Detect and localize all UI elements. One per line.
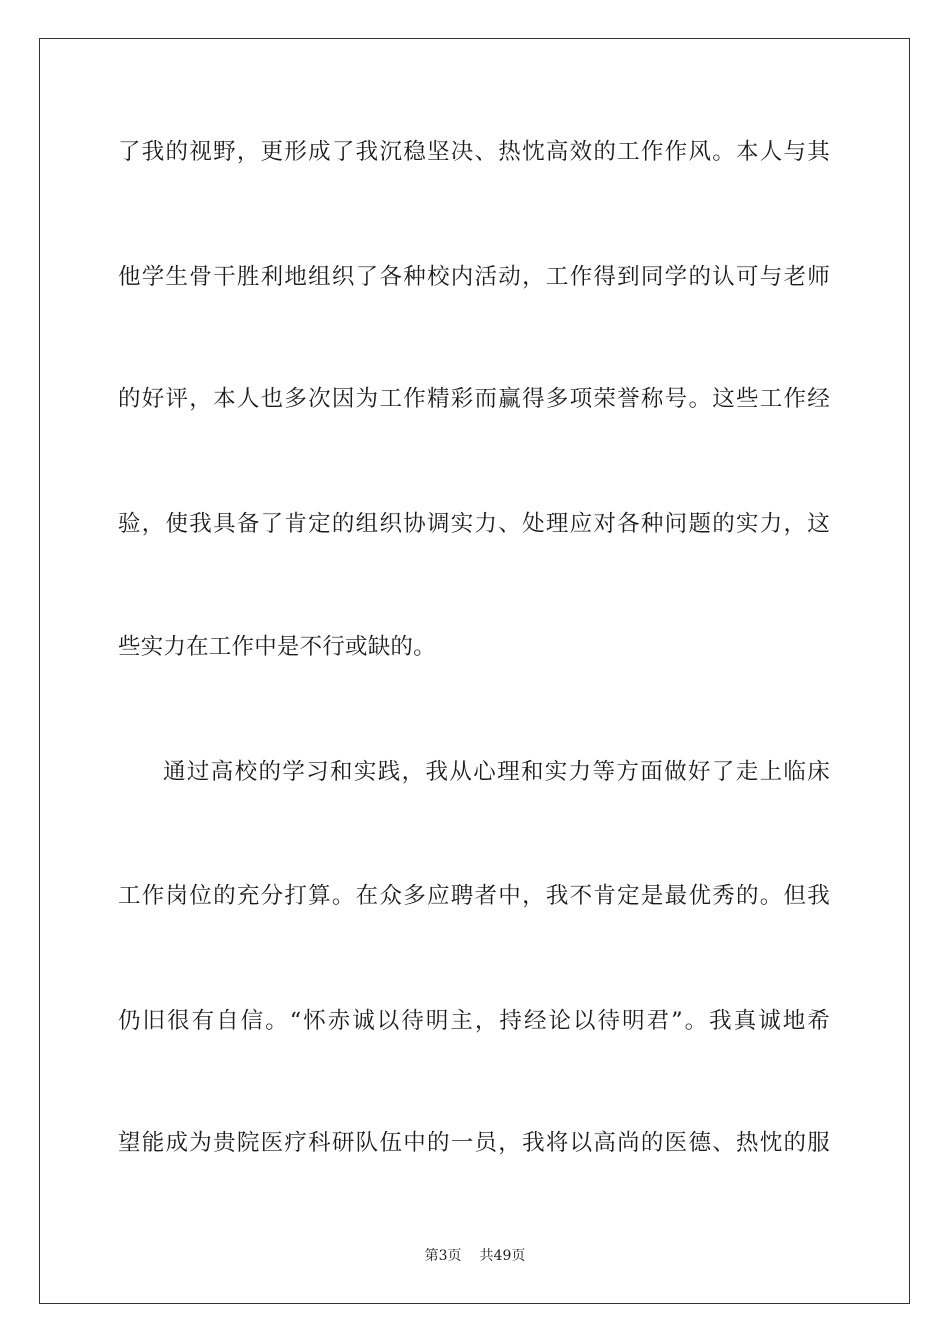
text-line-9: 望能成为贵院医疗科研队伍中的一员，我将以高尚的医德、热忱的服 xyxy=(118,1130,830,1156)
page-number: 第3页 xyxy=(424,1248,462,1264)
text-line-4: 验，使我具备了肯定的组织协调实力、处理应对各种问题的实力，这 xyxy=(118,511,830,537)
page-footer xyxy=(0,1246,950,1266)
text-line-3: 的好评，本人也多次因为工作精彩而赢得多项荣誉称号。这些工作经 xyxy=(118,386,830,412)
text-line-7: 工作岗位的充分打算。在众多应聘者中，我不肯定是最优秀的。但我 xyxy=(118,883,830,909)
page-border xyxy=(39,38,910,1304)
page-total: 共49页 xyxy=(479,1248,526,1264)
text-line-2: 他学生骨干胜利地组织了各种校内活动，工作得到同学的认可与老师 xyxy=(118,264,830,290)
text-line-6: 通过高校的学习和实践，我从心理和实力等方面做好了走上临床 xyxy=(163,759,830,785)
text-line-8: 仍旧很有自信。“怀赤诚以待明主，持经论以待明君”。我真诚地希 xyxy=(118,1008,830,1034)
text-line-5: 些实力在工作中是不行或缺的。 xyxy=(118,634,436,660)
text-line-1: 了我的视野，更形成了我沉稳坚决、热忱高效的工作作风。本人与其 xyxy=(118,139,830,165)
